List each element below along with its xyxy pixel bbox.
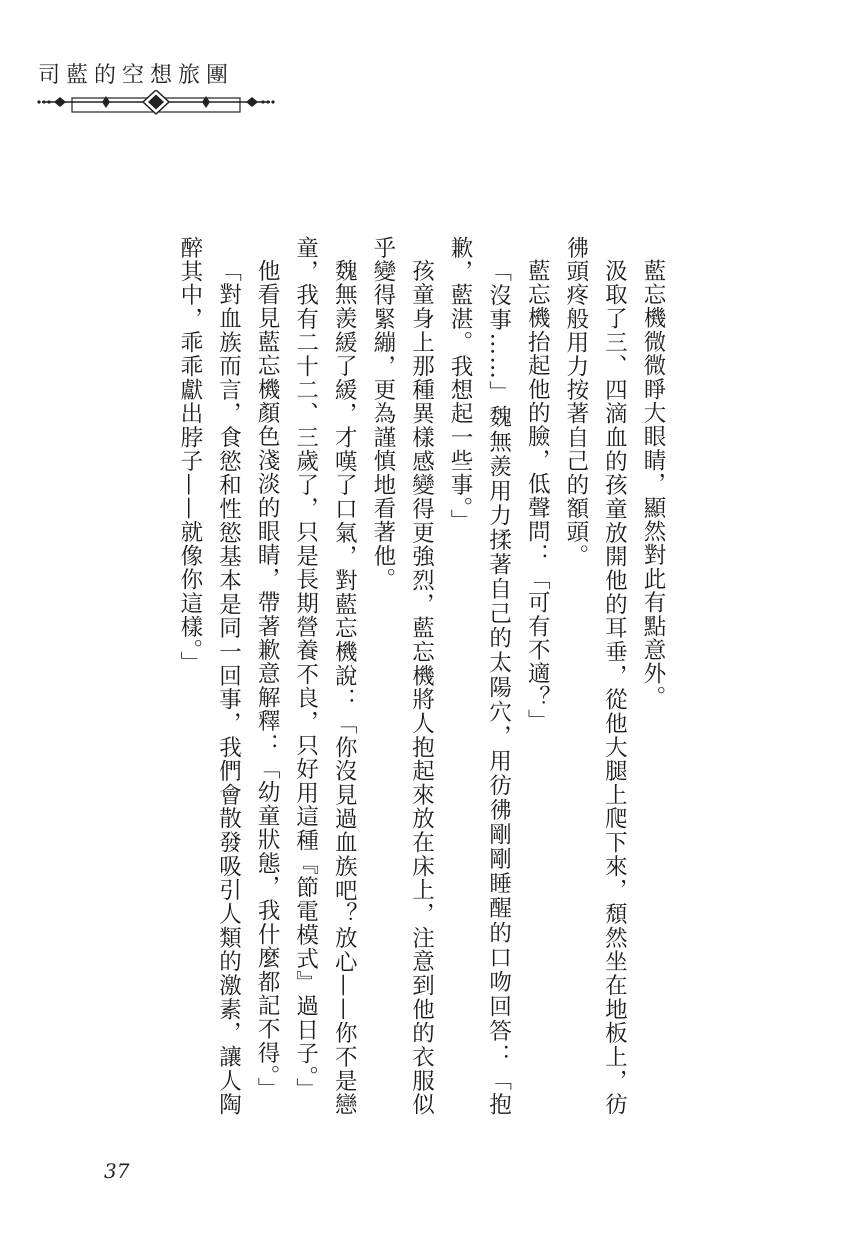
paragraph: 汲取了三、四滴血的孩童放開他的耳垂，從他大腿上爬下來，頹然坐在地板上，彷彿頭疼般用力按著自己的額頭。 xyxy=(562,236,628,1116)
paragraph: 他看見藍忘機顏色淺淡的眼睛，帶著歉意解釋：「幼童狀態，我什麼都記不得。」 xyxy=(254,258,281,1101)
body-text xyxy=(172,236,672,1116)
paragraph: 藍忘機微微睜大眼睛，顯然對此有點意外。 xyxy=(640,258,666,709)
paragraph: 魏無羨緩了緩，才嘆了口氣，對藍忘機說：「你沒見過血族吧？放心——你不是戀童，我有二十二、三歲了，只是長期營養不良，只好用這種『節電模式』過日子。」 xyxy=(292,236,358,1116)
paragraph: 「沒事……」魏無羨用力揉著自己的太陽穴，用彷彿剛剛睡醒的口吻回答：「抱歉，藍湛。我想起一些事。」 xyxy=(447,236,512,1116)
paragraph: 「對血族而言，食慾和性慾基本是同一回事，我們會散發吸引人類的激素，讓人陶醉其中，乖乖獻出脖子——就像你這樣。」 xyxy=(176,236,242,1116)
left-diamond xyxy=(54,97,66,107)
book-title: 司藍的空想旅團 xyxy=(38,63,235,88)
right-diamond xyxy=(246,97,258,107)
paragraph: 藍忘機抬起他的臉，低聲問：「可有不適？」 xyxy=(524,258,551,733)
title-ornament xyxy=(36,90,276,120)
page-number: 37 xyxy=(104,1159,130,1183)
paragraph: 孩童身上那種異樣感變得更強烈，藍忘機將人抱起來放在床上，注意到他的衣服似乎變得緊繃，更為謹慎地看著他。 xyxy=(369,236,435,1116)
